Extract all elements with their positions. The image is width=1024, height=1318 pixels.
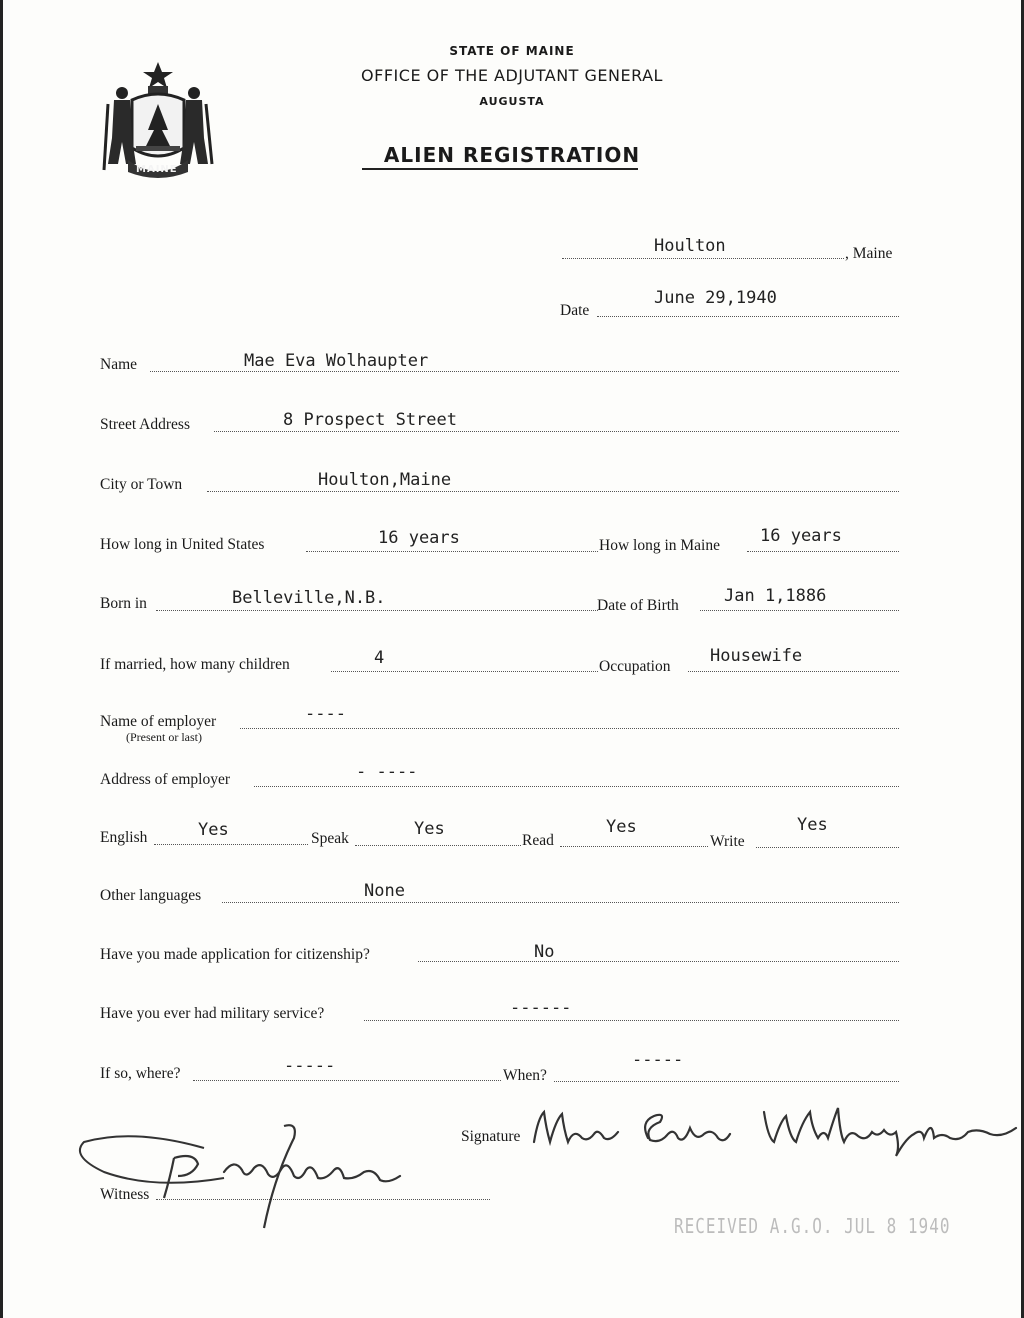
place-line [562, 258, 844, 259]
name-label: Name [100, 356, 138, 373]
speak-label: Speak [311, 830, 349, 847]
military-value: ------ [510, 998, 572, 1018]
title-underline [362, 168, 638, 170]
place-suffix: , Maine [845, 245, 893, 262]
name-value: Mae Eva Wolhaupter [244, 351, 429, 371]
children-label: If married, how many children [100, 656, 290, 673]
born-value: Belleville,N.B. [232, 588, 386, 608]
maine-time-label: How long in Maine [599, 537, 720, 554]
occupation-label: Occupation [599, 658, 671, 675]
dob-label: Date of Birth [597, 597, 679, 614]
us-time-line [306, 551, 598, 552]
write-value: Yes [797, 815, 828, 835]
military-line [364, 1020, 899, 1021]
maine-time-value: 16 years [760, 526, 842, 546]
date-value: June 29,1940 [654, 288, 777, 308]
where-label: If so, where? [100, 1065, 181, 1082]
citizenship-line [418, 961, 899, 962]
where-value: ----- [284, 1056, 336, 1076]
children-value: 4 [374, 648, 385, 668]
city-line [207, 491, 899, 492]
dob-value: Jan 1,1886 [724, 586, 827, 606]
military-label: Have you ever had military service? [100, 1005, 325, 1022]
when-value: ----- [632, 1050, 684, 1070]
city-label: City or Town [100, 476, 183, 493]
employer-address-label: Address of employer [100, 771, 230, 788]
employer-line [240, 728, 899, 729]
other-languages-line [222, 902, 899, 903]
read-value: Yes [606, 817, 637, 837]
born-label: Born in [100, 595, 147, 612]
employer-sublabel: (Present or last) [126, 730, 202, 744]
us-time-value: 16 years [378, 528, 460, 548]
occupation-value: Housewife [710, 646, 803, 666]
dob-line [700, 610, 899, 611]
read-label: Read [522, 832, 554, 849]
scan-edge-left [0, 0, 3, 1318]
signature-label: Signature [461, 1128, 521, 1145]
write-line [756, 847, 899, 848]
name-line [150, 371, 899, 372]
english-line [154, 844, 308, 845]
children-line [331, 671, 598, 672]
english-value: Yes [198, 820, 229, 840]
place-value: Houlton [654, 236, 726, 256]
street-line [214, 431, 899, 432]
write-label: Write [710, 833, 745, 850]
city-value: Houlton,Maine [318, 470, 452, 490]
header-city: AUGUSTA [479, 95, 545, 108]
street-label: Street Address [100, 416, 190, 433]
header-office: OFFICE OF THE ADJUTANT GENERAL [361, 66, 663, 85]
date-line [597, 316, 899, 317]
employer-value: ---- [305, 704, 346, 724]
where-line [193, 1080, 501, 1081]
form-title: ALIEN REGISTRATION [383, 143, 641, 167]
citizenship-label: Have you made application for citizenship? [100, 946, 370, 963]
born-line [156, 610, 598, 611]
street-value: 8 Prospect Street [283, 410, 457, 430]
employer-address-line [254, 786, 899, 787]
citizenship-value: No [534, 942, 555, 962]
witness-signature-icon [74, 1118, 420, 1234]
employer-label: Name of employer [100, 713, 217, 730]
signature-handwriting-icon [528, 1098, 1022, 1158]
us-time-label: How long in United States [100, 536, 265, 553]
seal-banner-text: MAINE [136, 164, 178, 175]
witness-label: Witness [100, 1186, 150, 1203]
maine-time-line [747, 551, 899, 552]
speak-value: Yes [414, 819, 445, 839]
speak-line [355, 845, 521, 846]
when-line [554, 1081, 899, 1082]
header-state: STATE OF MAINE [449, 44, 575, 58]
occupation-line [688, 671, 899, 672]
other-languages-value: None [364, 881, 405, 901]
read-line [560, 846, 708, 847]
other-languages-label: Other languages [100, 887, 202, 904]
date-label: Date [560, 302, 590, 319]
english-label: English [100, 829, 148, 846]
received-stamp: RECEIVED A.G.O. JUL 8 1940 [674, 1214, 951, 1238]
when-label: When? [503, 1067, 547, 1084]
employer-address-value: - ---- [356, 762, 418, 782]
